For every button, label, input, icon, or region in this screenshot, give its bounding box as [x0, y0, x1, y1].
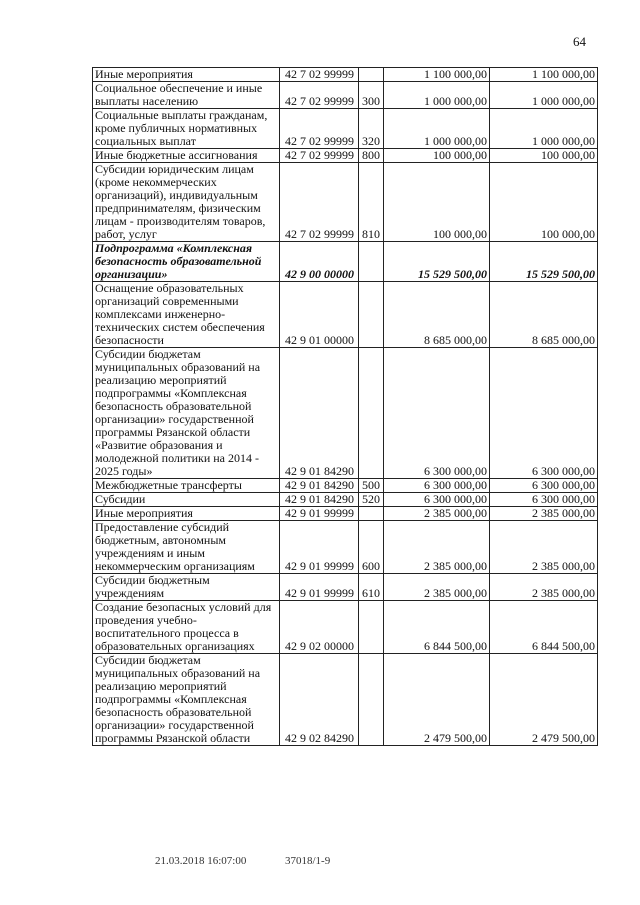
row-amount-1: 6 300 000,00 — [384, 479, 490, 493]
row-amount-2: 2 385 000,00 — [490, 521, 598, 574]
row-code: 42 9 01 99999 — [280, 521, 359, 574]
row-amount-2: 1 000 000,00 — [490, 82, 598, 109]
row-type: 600 — [359, 521, 384, 574]
row-type: 520 — [359, 493, 384, 507]
row-amount-2: 1 100 000,00 — [490, 68, 598, 82]
row-type: 800 — [359, 149, 384, 163]
table-row — [93, 507, 598, 521]
row-type: 610 — [359, 574, 384, 601]
row-amount-2: 100 000,00 — [490, 163, 598, 242]
table-row — [93, 109, 598, 149]
row-amount-1: 8 685 000,00 — [384, 282, 490, 348]
row-amount-2: 6 300 000,00 — [490, 479, 598, 493]
table-row — [93, 242, 598, 282]
row-amount-1: 2 385 000,00 — [384, 521, 490, 574]
row-code: 42 9 01 00000 — [280, 282, 359, 348]
table-row — [93, 68, 598, 82]
row-type — [359, 601, 384, 654]
table-row — [93, 348, 598, 479]
row-type — [359, 68, 384, 82]
table-row — [93, 574, 598, 601]
table-row — [93, 282, 598, 348]
row-amount-2: 6 844 500,00 — [490, 601, 598, 654]
row-code: 42 9 01 84290 — [280, 348, 359, 479]
row-amount-2: 1 000 000,00 — [490, 109, 598, 149]
row-name: Создание безопасных условий для проведения учебно-воспитательного процесса в образовательных организациях — [93, 601, 280, 654]
row-type: 810 — [359, 163, 384, 242]
table-row — [93, 82, 598, 109]
row-amount-2: 2 385 000,00 — [490, 507, 598, 521]
row-name: Субсидии бюджетам муниципальных образований на реализацию мероприятий подпрограммы «Комплексная безопасность образовательной организации» государственной программы Рязанской области — [93, 654, 280, 746]
row-amount-1: 1 100 000,00 — [384, 68, 490, 82]
row-name: Субсидии бюджетным учреждениям — [93, 574, 280, 601]
footer-document-number: 37018/1-9 — [285, 855, 331, 867]
row-amount-1: 15 529 500,00 — [384, 242, 490, 282]
table-row — [93, 149, 598, 163]
row-type — [359, 348, 384, 479]
row-code: 42 9 01 84290 — [280, 479, 359, 493]
row-amount-1: 100 000,00 — [384, 149, 490, 163]
row-amount-2: 2 479 500,00 — [490, 654, 598, 746]
table-row — [93, 601, 598, 654]
row-amount-1: 6 844 500,00 — [384, 601, 490, 654]
budget-table — [92, 67, 598, 746]
row-type — [359, 654, 384, 746]
row-code: 42 9 01 99999 — [280, 574, 359, 601]
row-amount-1: 100 000,00 — [384, 163, 490, 242]
row-name: Субсидии бюджетам муниципальных образований на реализацию мероприятий подпрограммы «Комплексная безопасность образовательной организации» государственной программы Рязанской области «Развитие образования и молодежной политики на 2014 - 2025 годы» — [93, 348, 280, 479]
row-amount-1: 1 000 000,00 — [384, 109, 490, 149]
row-amount-1: 1 000 000,00 — [384, 82, 490, 109]
row-type — [359, 282, 384, 348]
row-name: Социальные выплаты гражданам, кроме публичных нормативных социальных выплат — [93, 109, 280, 149]
footer-timestamp: 21.03.2018 16:07:00 — [155, 855, 247, 867]
row-name: Оснащение образовательных организаций современными комплексами инженерно-технических систем обеспечения безопасности — [93, 282, 280, 348]
table-row — [93, 521, 598, 574]
row-code: 42 7 02 99999 — [280, 68, 359, 82]
row-amount-2: 15 529 500,00 — [490, 242, 598, 282]
row-type — [359, 242, 384, 282]
row-code: 42 7 02 99999 — [280, 109, 359, 149]
page-number: 64 — [573, 34, 586, 49]
row-code: 42 9 02 00000 — [280, 601, 359, 654]
row-name: Подпрограмма «Комплексная безопасность образовательной организации» — [93, 242, 280, 282]
row-name: Иные мероприятия — [93, 507, 280, 521]
row-amount-1: 2 385 000,00 — [384, 507, 490, 521]
row-amount-1: 2 479 500,00 — [384, 654, 490, 746]
row-name: Предоставление субсидий бюджетным, автономным учреждениям и иным некоммерческим организациям — [93, 521, 280, 574]
row-name: Субсидии юридическим лицам (кроме некоммерческих организаций), индивидуальным предпринимателям, физическим лицам - производителям товаров, работ, услуг — [93, 163, 280, 242]
row-amount-2: 6 300 000,00 — [490, 493, 598, 507]
row-amount-1: 6 300 000,00 — [384, 493, 490, 507]
row-code: 42 9 00 00000 — [280, 242, 359, 282]
row-type — [359, 507, 384, 521]
row-amount-2: 2 385 000,00 — [490, 574, 598, 601]
row-name: Субсидии — [93, 493, 280, 507]
row-amount-2: 100 000,00 — [490, 149, 598, 163]
row-code: 42 9 02 84290 — [280, 654, 359, 746]
row-type: 500 — [359, 479, 384, 493]
row-name: Иные мероприятия — [93, 68, 280, 82]
row-name: Социальное обеспечение и иные выплаты населению — [93, 82, 280, 109]
row-code: 42 9 01 99999 — [280, 507, 359, 521]
table-row — [93, 163, 598, 242]
row-code: 42 7 02 99999 — [280, 163, 359, 242]
row-code: 42 7 02 99999 — [280, 149, 359, 163]
row-name: Иные бюджетные ассигнования — [93, 149, 280, 163]
row-amount-2: 8 685 000,00 — [490, 282, 598, 348]
row-name: Межбюджетные трансферты — [93, 479, 280, 493]
row-code: 42 7 02 99999 — [280, 82, 359, 109]
table-row — [93, 493, 598, 507]
row-amount-2: 6 300 000,00 — [490, 348, 598, 479]
table-row — [93, 654, 598, 746]
table-row — [93, 479, 598, 493]
row-amount-1: 2 385 000,00 — [384, 574, 490, 601]
row-type: 320 — [359, 109, 384, 149]
row-type: 300 — [359, 82, 384, 109]
row-code: 42 9 01 84290 — [280, 493, 359, 507]
row-amount-1: 6 300 000,00 — [384, 348, 490, 479]
